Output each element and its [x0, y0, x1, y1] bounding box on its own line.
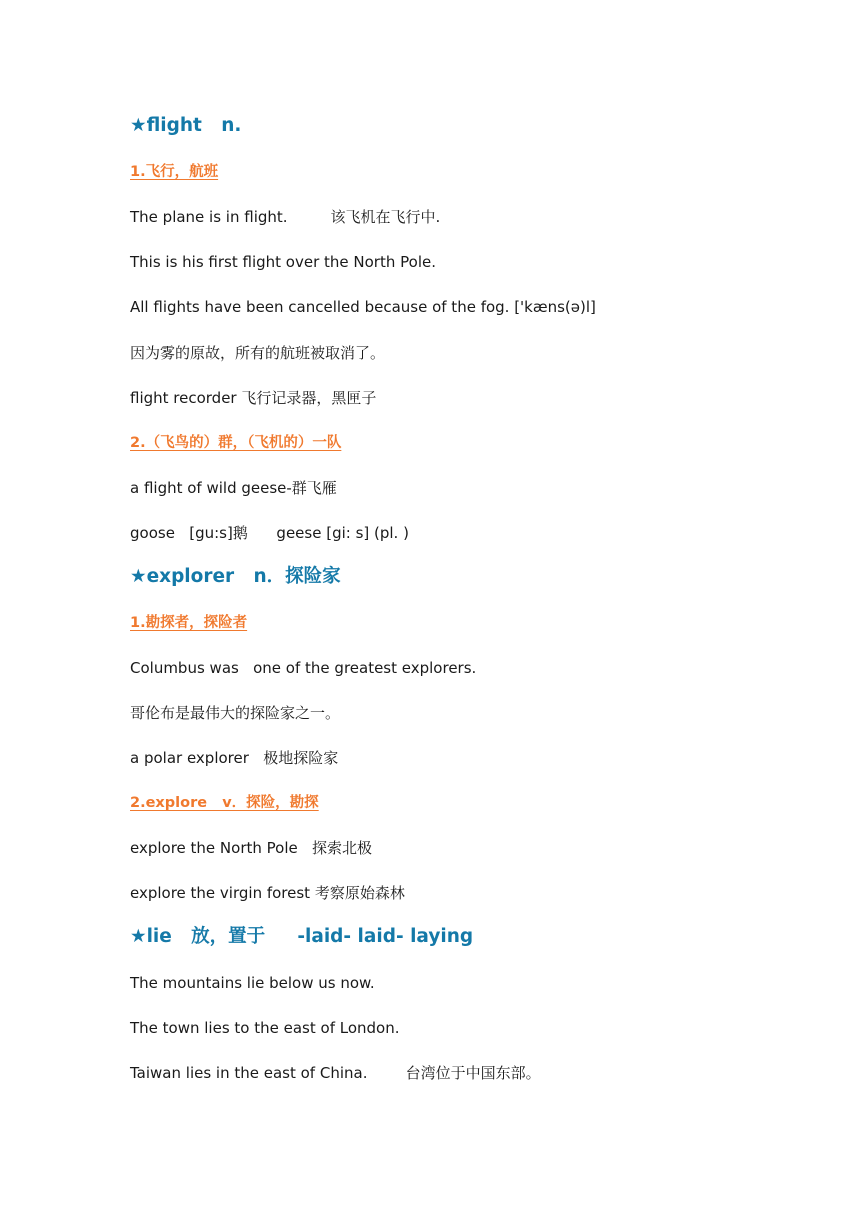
phrase-line: flight recorder 飞行记录器，黑匣子 — [130, 389, 377, 407]
sense-2-flight: 2.（飞鸟的）群，（飞机的）一队 — [130, 435, 342, 451]
phrase-line: explore the virgin forest 考察原始森林 — [130, 884, 405, 902]
translation-line: 哥伦布是最伟大的探险家之一。 — [130, 704, 341, 722]
phrase-line: a flight of wild geese-群飞雁 — [130, 479, 337, 497]
phrase-line: a polar explorer 极地探险家 — [130, 749, 339, 767]
example-sentence: All flights have been cancelled because of the fog. ['kæns(ə)l] — [130, 298, 596, 316]
heading-explorer: ★explorer n．探险家 — [130, 566, 341, 587]
example-sentence: The plane is in flight. 该飞机在飞行中. — [130, 208, 441, 226]
example-sentence: Columbus was one of the greatest explorers. — [130, 659, 477, 677]
heading-flight: ★flight n. — [130, 115, 242, 136]
example-sentence: The mountains lie below us now. — [130, 974, 375, 992]
phrase-line: explore the North Pole 探索北极 — [130, 839, 373, 857]
translation-line: 因为雾的原故，所有的航班被取消了。 — [130, 344, 386, 362]
sense-2-explorer: 2.explore v．探险，勘探 — [130, 795, 319, 811]
example-sentence: This is his first flight over the North Pole. — [130, 253, 436, 271]
example-sentence: The town lies to the east of London. — [130, 1019, 400, 1037]
example-sentence: Taiwan lies in the east of China. 台湾位于中国东部。 — [130, 1064, 541, 1082]
vocab-note: goose [gu:s]鹅 geese [gi: s] (pl. ) — [130, 524, 409, 542]
sense-1-flight: 1.飞行，航班 — [130, 164, 219, 180]
sense-1-explorer: 1.勘探者，探险者 — [130, 615, 248, 631]
heading-lie: ★lie 放，置于 -laid- laid- laying — [130, 926, 474, 947]
